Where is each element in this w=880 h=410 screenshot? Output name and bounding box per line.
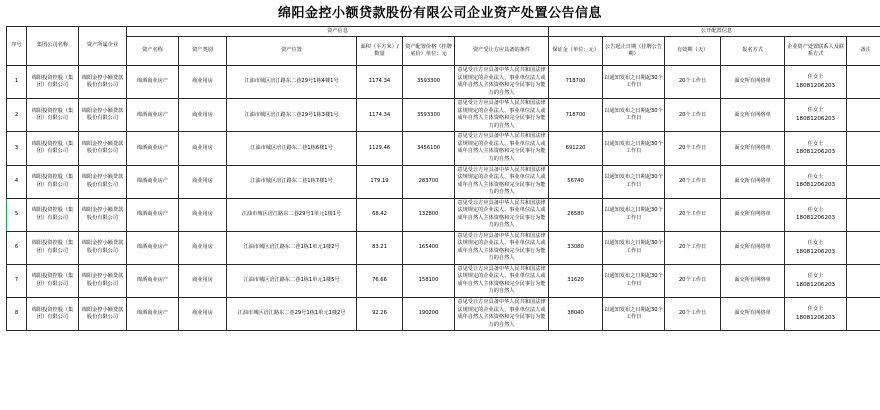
contact-phone: 18081206203 bbox=[795, 149, 836, 156]
contact-phone: 18081206203 bbox=[795, 116, 836, 123]
cell-method: 面交所有网络单 bbox=[721, 165, 785, 198]
table-row bbox=[7, 298, 880, 331]
col-header-location: 资产位置 bbox=[227, 37, 357, 66]
cell-price: 283700 bbox=[403, 165, 455, 198]
col-header-method: 报名方式 bbox=[721, 37, 785, 66]
cell-asset-type: 商业用房 bbox=[179, 132, 227, 165]
cell-deposit: 26580 bbox=[549, 198, 603, 231]
cell-price: 132800 bbox=[403, 198, 455, 231]
cell-date: 以通知发布之日期起30个工作日 bbox=[603, 165, 665, 198]
cell-owner: 绵阳金控小额贷款股份有限公司 bbox=[79, 298, 127, 331]
cell-contact bbox=[785, 132, 847, 165]
cell-location: 江油市城区涪江路东二巷29号1栋3楼1号 bbox=[227, 99, 357, 132]
cell-method: 面交所有网络单 bbox=[721, 132, 785, 165]
cell-group: 绵阳投资控股（集团）有限公司 bbox=[27, 198, 79, 231]
cell-area: 83.21 bbox=[357, 231, 403, 264]
cell-asset-name: 绵酒商业房产 bbox=[127, 132, 179, 165]
contact-name: 任女士 bbox=[807, 140, 824, 147]
cell-method: 面交所有网络单 bbox=[721, 231, 785, 264]
cell-terms: 意见受让方应具备中华人民共和国法律法规规定的企业法人、事业单位法人或成年自然人主体资格和完全民事行为能力的自然人 bbox=[455, 264, 549, 297]
cell-group: 绵阳投资控股（集团）有限公司 bbox=[27, 264, 79, 297]
cell-index: 1 bbox=[7, 66, 27, 99]
cell-remark bbox=[847, 264, 880, 297]
cell-group: 绵阳投资控股（集团）有限公司 bbox=[27, 231, 79, 264]
cell-method: 面交所有网络单 bbox=[721, 298, 785, 331]
cell-deposit: 56740 bbox=[549, 165, 603, 198]
cell-method: 面交所有网络单 bbox=[721, 99, 785, 132]
cell-asset-type: 商业用房 bbox=[179, 66, 227, 99]
cell-index: 6 bbox=[7, 231, 27, 264]
cell-asset-name: 绵酒商业房产 bbox=[127, 264, 179, 297]
cell-terms: 意见受让方应具备中华人民共和国法律法规规定的企业法人、事业单位法人或成年自然人主体资格和完全民事行为能力的自然人 bbox=[455, 132, 549, 165]
cell-area: 1129.46 bbox=[357, 132, 403, 165]
cell-group: 绵阳投资控股（集团）有限公司 bbox=[27, 132, 79, 165]
cell-terms: 意见受让方应具备中华人民共和国法律法规规定的企业法人、事业单位法人或成年自然人主体资格和完全民事行为能力的自然人 bbox=[455, 99, 549, 132]
cell-location: 江油市城区涪江路东二巷1栋1单元1楼2号 bbox=[227, 231, 357, 264]
cell-owner: 绵阳金控小额贷款股份有限公司 bbox=[79, 198, 127, 231]
contact-phone: 18081206203 bbox=[795, 215, 836, 222]
cell-asset-type: 商业用房 bbox=[179, 231, 227, 264]
table-row bbox=[7, 66, 880, 99]
cell-date: 以通知发布之日期起30个工作日 bbox=[603, 132, 665, 165]
cell-area: 76.66 bbox=[357, 264, 403, 297]
cell-date: 以通知发布之日期起30个工作日 bbox=[603, 99, 665, 132]
col-header-owner: 资产所属企业 bbox=[79, 26, 127, 66]
cell-asset-type: 商业用房 bbox=[179, 298, 227, 331]
asset-disposal-table bbox=[6, 26, 880, 332]
group-header-public-info: 公开配置信息 bbox=[549, 26, 880, 37]
contact-phone: 18081206203 bbox=[795, 248, 836, 255]
cell-valid-days: 20个工作日 bbox=[665, 132, 721, 165]
cell-remark bbox=[847, 298, 880, 331]
cell-group: 绵阳投资控股（集团）有限公司 bbox=[27, 66, 79, 99]
cell-contact bbox=[785, 99, 847, 132]
table-row bbox=[7, 99, 880, 132]
cell-location: 江油市城区涪江路东二巷29号1单元1楼1号 bbox=[227, 198, 357, 231]
col-header-remark: 备注 bbox=[847, 37, 880, 66]
contact-name: 任女士 bbox=[807, 74, 824, 81]
page-title: 绵阳金控小额贷款股份有限公司企业资产处置公告信息 bbox=[277, 6, 602, 21]
col-header-asset-type: 资产类别 bbox=[179, 37, 227, 66]
contact-name: 任女士 bbox=[807, 273, 824, 280]
table-row bbox=[7, 132, 880, 165]
cell-asset-type: 商业用房 bbox=[179, 165, 227, 198]
cell-asset-name: 绵酒商业房产 bbox=[127, 66, 179, 99]
cell-valid-days: 20个工作日 bbox=[665, 66, 721, 99]
cell-location: 江油市城区涪江路东二巷1栋7楼1号 bbox=[227, 165, 357, 198]
cell-deposit: 691220 bbox=[549, 132, 603, 165]
cell-method: 面交所有网络单 bbox=[721, 198, 785, 231]
cell-contact bbox=[785, 198, 847, 231]
cell-owner: 绵阳金控小额贷款股份有限公司 bbox=[79, 66, 127, 99]
cell-date: 以通知发布之日期起30个工作日 bbox=[603, 264, 665, 297]
cell-deposit: 38040 bbox=[549, 298, 603, 331]
contact-name: 任女士 bbox=[807, 306, 824, 313]
cell-price: 158100 bbox=[403, 264, 455, 297]
cell-asset-name: 绵酒商业房产 bbox=[127, 198, 179, 231]
contact-phone: 18081206203 bbox=[795, 82, 836, 89]
cell-contact bbox=[785, 231, 847, 264]
cell-index: 5 bbox=[7, 198, 27, 231]
col-header-index: 序号 bbox=[7, 26, 27, 66]
group-header-asset-info: 资产信息 bbox=[127, 26, 549, 37]
cell-contact bbox=[785, 298, 847, 331]
cell-price: 165400 bbox=[403, 231, 455, 264]
col-header-date: 公告起止日期（挂牌公告期） bbox=[603, 37, 665, 66]
cell-asset-name: 绵酒商业房产 bbox=[127, 165, 179, 198]
col-header-asset-name: 资产名称 bbox=[127, 37, 179, 66]
cell-asset-name: 绵酒商业房产 bbox=[127, 231, 179, 264]
cell-date: 以通知发布之日期起30个工作日 bbox=[603, 198, 665, 231]
cell-remark bbox=[847, 99, 880, 132]
cell-terms: 意见受让方应具备中华人民共和国法律法规规定的企业法人、事业单位法人或成年自然人主体资格和完全民事行为能力的自然人 bbox=[455, 66, 549, 99]
cell-area: 179.19 bbox=[357, 165, 403, 198]
contact-name: 任女士 bbox=[807, 239, 824, 246]
cell-location: 江油市城区涪江路东二巷1栋6楼1号 bbox=[227, 132, 357, 165]
contact-name: 任女士 bbox=[807, 173, 824, 180]
cell-contact bbox=[785, 66, 847, 99]
cell-remark bbox=[847, 66, 880, 99]
cell-terms: 意见受让方应具备中华人民共和国法律法规规定的企业法人、事业单位法人或成年自然人主体资格和完全民事行为能力的自然人 bbox=[455, 198, 549, 231]
cell-date: 以通知发布之日期起30个工作日 bbox=[603, 66, 665, 99]
cell-date: 以通知发布之日期起30个工作日 bbox=[603, 298, 665, 331]
contact-name: 任女士 bbox=[807, 107, 824, 114]
cell-terms: 意见受让方应具备中华人民共和国法律法规规定的企业法人、事业单位法人或成年自然人主体资格和完全民事行为能力的自然人 bbox=[455, 231, 549, 264]
cell-asset-name: 绵酒商业房产 bbox=[127, 298, 179, 331]
cell-valid-days: 20个工作日 bbox=[665, 264, 721, 297]
cell-index: 7 bbox=[7, 264, 27, 297]
table-row bbox=[7, 231, 880, 264]
table-row bbox=[7, 165, 880, 198]
cell-index: 3 bbox=[7, 132, 27, 165]
contact-phone: 18081206203 bbox=[795, 281, 836, 288]
cell-area: 1174.34 bbox=[357, 66, 403, 99]
col-header-area: 面积（平方米）/数量 bbox=[357, 37, 403, 66]
cell-owner: 绵阳金控小额贷款股份有限公司 bbox=[79, 165, 127, 198]
cell-terms: 意见受让方应具备中华人民共和国法律法规规定的企业法人、事业单位法人或成年自然人主体资格和完全民事行为能力的自然人 bbox=[455, 298, 549, 331]
cell-remark bbox=[847, 132, 880, 165]
table-column-header-row bbox=[7, 37, 880, 66]
cell-area: 92.26 bbox=[357, 298, 403, 331]
cell-valid-days: 20个工作日 bbox=[665, 298, 721, 331]
col-header-deposit: 保证金（单位：元） bbox=[549, 37, 603, 66]
cell-price: 3456100 bbox=[403, 132, 455, 165]
cell-terms: 意见受让方应具备中华人民共和国法律法规规定的企业法人、事业单位法人或成年自然人主体资格和完全民事行为能力的自然人 bbox=[455, 165, 549, 198]
cell-index: 8 bbox=[7, 298, 27, 331]
cell-location: 江油市城区涪江路东二巷29号1栋1单元1楼2号 bbox=[227, 298, 357, 331]
col-header-contact: 企业资产处置联系人及联系方式 bbox=[785, 37, 847, 66]
cell-owner: 绵阳金控小额贷款股份有限公司 bbox=[79, 132, 127, 165]
table-row bbox=[7, 264, 880, 297]
cell-method: 面交所有网络单 bbox=[721, 66, 785, 99]
cell-asset-type: 商业用房 bbox=[179, 99, 227, 132]
cell-deposit: 718700 bbox=[549, 66, 603, 99]
cell-deposit: 31620 bbox=[549, 264, 603, 297]
cell-contact bbox=[785, 165, 847, 198]
cell-remark bbox=[847, 231, 880, 264]
cell-method: 面交所有网络单 bbox=[721, 264, 785, 297]
cell-owner: 绵阳金控小额贷款股份有限公司 bbox=[79, 264, 127, 297]
cell-group: 绵阳投资控股（集团）有限公司 bbox=[27, 165, 79, 198]
cell-deposit: 33080 bbox=[549, 231, 603, 264]
cell-owner: 绵阳金控小额贷款股份有限公司 bbox=[79, 99, 127, 132]
cell-location: 江油市城区涪江路东二巷29号1栋4楼1号 bbox=[227, 66, 357, 99]
col-header-price: 资产配置价格（挂牌底价）单位：元 bbox=[403, 37, 455, 66]
cell-location: 江油市城区涪江路东二巷1栋1单元1楼5号 bbox=[227, 264, 357, 297]
cell-price: 3593300 bbox=[403, 66, 455, 99]
col-header-group: 集团公司名称 bbox=[27, 26, 79, 66]
cell-price: 3593300 bbox=[403, 99, 455, 132]
cell-remark bbox=[847, 165, 880, 198]
cell-valid-days: 20个工作日 bbox=[665, 231, 721, 264]
cell-price: 190200 bbox=[403, 298, 455, 331]
col-header-terms: 资产受让方应具备的条件 bbox=[455, 37, 549, 66]
cell-index: 4 bbox=[7, 165, 27, 198]
cell-valid-days: 20个工作日 bbox=[665, 198, 721, 231]
cell-contact bbox=[785, 264, 847, 297]
cell-asset-type: 商业用房 bbox=[179, 264, 227, 297]
cell-valid-days: 20个工作日 bbox=[665, 99, 721, 132]
table-row bbox=[7, 198, 880, 231]
cell-valid-days: 20个工作日 bbox=[665, 165, 721, 198]
table-body bbox=[7, 66, 880, 331]
cell-asset-type: 商业用房 bbox=[179, 198, 227, 231]
cell-area: 68.42 bbox=[357, 198, 403, 231]
table-group-header-row bbox=[7, 26, 880, 37]
contact-phone: 18081206203 bbox=[795, 182, 836, 189]
contact-name: 任女士 bbox=[807, 206, 824, 213]
cell-index: 2 bbox=[7, 99, 27, 132]
cell-deposit: 718700 bbox=[549, 99, 603, 132]
cell-asset-name: 绵酒商业房产 bbox=[127, 99, 179, 132]
contact-phone: 18081206203 bbox=[795, 314, 836, 321]
cell-owner: 绵阳金控小额贷款股份有限公司 bbox=[79, 231, 127, 264]
cell-remark bbox=[847, 198, 880, 231]
col-header-valid-days: 有效期（天） bbox=[665, 37, 721, 66]
cell-date: 以通知发布之日期起30个工作日 bbox=[603, 231, 665, 264]
cell-group: 绵阳投资控股（集团）有限公司 bbox=[27, 99, 79, 132]
cell-area: 1174.34 bbox=[357, 99, 403, 132]
cell-group: 绵阳投资控股（集团）有限公司 bbox=[27, 298, 79, 331]
